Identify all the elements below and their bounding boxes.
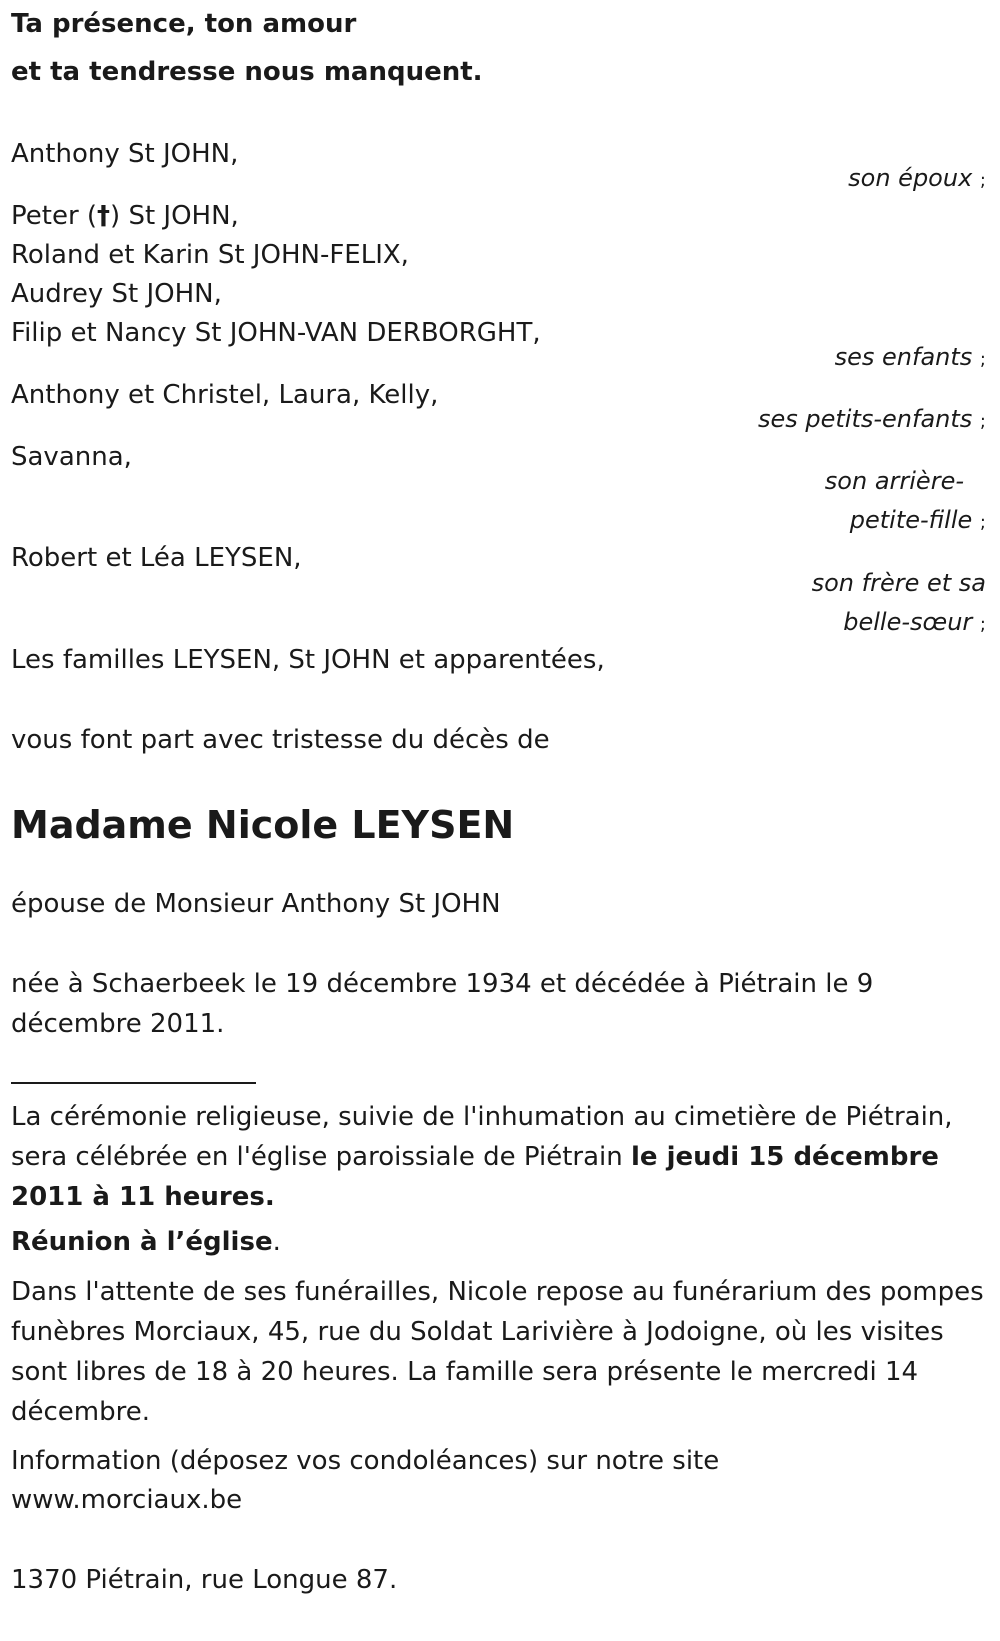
child-peter-prefix: Peter ( <box>11 201 98 231</box>
info-line-1: Information (déposez vos condoléances) sur notre site <box>11 1446 720 1476</box>
grandchildren-relation <box>758 399 986 442</box>
child-peter <box>11 196 239 236</box>
grandchildren-names: Anthony et Christel, Laura, Kelly, <box>11 380 439 410</box>
child-roland-karin: Roland et Karin St JOHN-FELIX, <box>11 240 409 270</box>
spouse-of: épouse de Monsieur Anthony St JOHN <box>11 889 501 919</box>
semicolon: ; <box>979 349 986 370</box>
sibling-relation-label: belle-sœur <box>843 608 973 636</box>
sibling-relation-line-2 <box>843 602 986 645</box>
cross-icon: † <box>97 201 111 231</box>
ceremony-paragraph <box>11 1097 986 1217</box>
children-relation-label: ses enfants <box>834 343 973 371</box>
ceremony-text: La cérémonie religieuse, suivie de l'inhumation au cimetière de Piétrain, sera célébrée en l'église paroissiale de Piétrain <box>11 1102 953 1172</box>
great-grandchild-relation-label: petite-fille <box>849 506 973 534</box>
announcement: vous font part avec tristesse du décès de <box>11 725 550 755</box>
children-relation <box>835 337 986 380</box>
website-link[interactable]: www.morciaux.be <box>11 1485 243 1515</box>
great-grandchild-relation-line-2 <box>850 500 986 543</box>
semicolon: ; <box>979 614 986 635</box>
great-grandchild-name: Savanna, <box>11 442 132 472</box>
sibling-relation-line-1: son frère et sa <box>811 569 986 597</box>
spouse-relation <box>848 158 986 201</box>
semicolon: ; <box>979 411 986 432</box>
sibling-names: Robert et Léa LEYSEN, <box>11 543 302 573</box>
spouse-relation-label: son époux <box>848 164 973 192</box>
ceremony-date: le jeudi 15 décembre 2011 à 11 heures. <box>11 1142 939 1212</box>
address: 1370 Piétrain, rue Longue 87. <box>11 1565 398 1595</box>
deceased-name: Madame Nicole LEYSEN <box>11 803 515 847</box>
child-peter-suffix: ) St JOHN, <box>110 201 239 231</box>
separator-line <box>11 1082 256 1084</box>
families-line: Les familles LEYSEN, St JOHN et apparentées, <box>11 645 605 675</box>
heading-line-1: Ta présence, ton amour <box>11 9 357 39</box>
spouse-name: Anthony St JOHN, <box>11 139 239 169</box>
meeting-line <box>11 1222 281 1262</box>
birth-death: née à Schaerbeek le 19 décembre 1934 et décédée à Piétrain le 9 décembre 2011. <box>11 969 874 1039</box>
semicolon: ; <box>979 170 986 191</box>
grandchildren-relation-label: ses petits-enfants <box>757 405 973 433</box>
meeting-label: Réunion à l’église <box>11 1227 273 1257</box>
heading-line-2: et ta tendresse nous manquent. <box>11 57 483 87</box>
child-audrey: Audrey St JOHN, <box>11 279 222 309</box>
meeting-suffix: . <box>272 1227 281 1257</box>
child-filip-nancy: Filip et Nancy St JOHN-VAN DERBORGHT, <box>11 318 541 348</box>
great-grandchild-relation-line-1: son arrière- <box>824 467 964 495</box>
funerarium-paragraph: Dans l'attente de ses funérailles, Nicole repose au funérarium des pompes funèbres Morciaux, 45, rue du Soldat Larivière à Jodoigne, où les visites sont libres de 18 à 20 heures. La famille sera présente le mercredi 14 décembre. <box>11 1277 984 1427</box>
semicolon: ; <box>979 512 986 533</box>
